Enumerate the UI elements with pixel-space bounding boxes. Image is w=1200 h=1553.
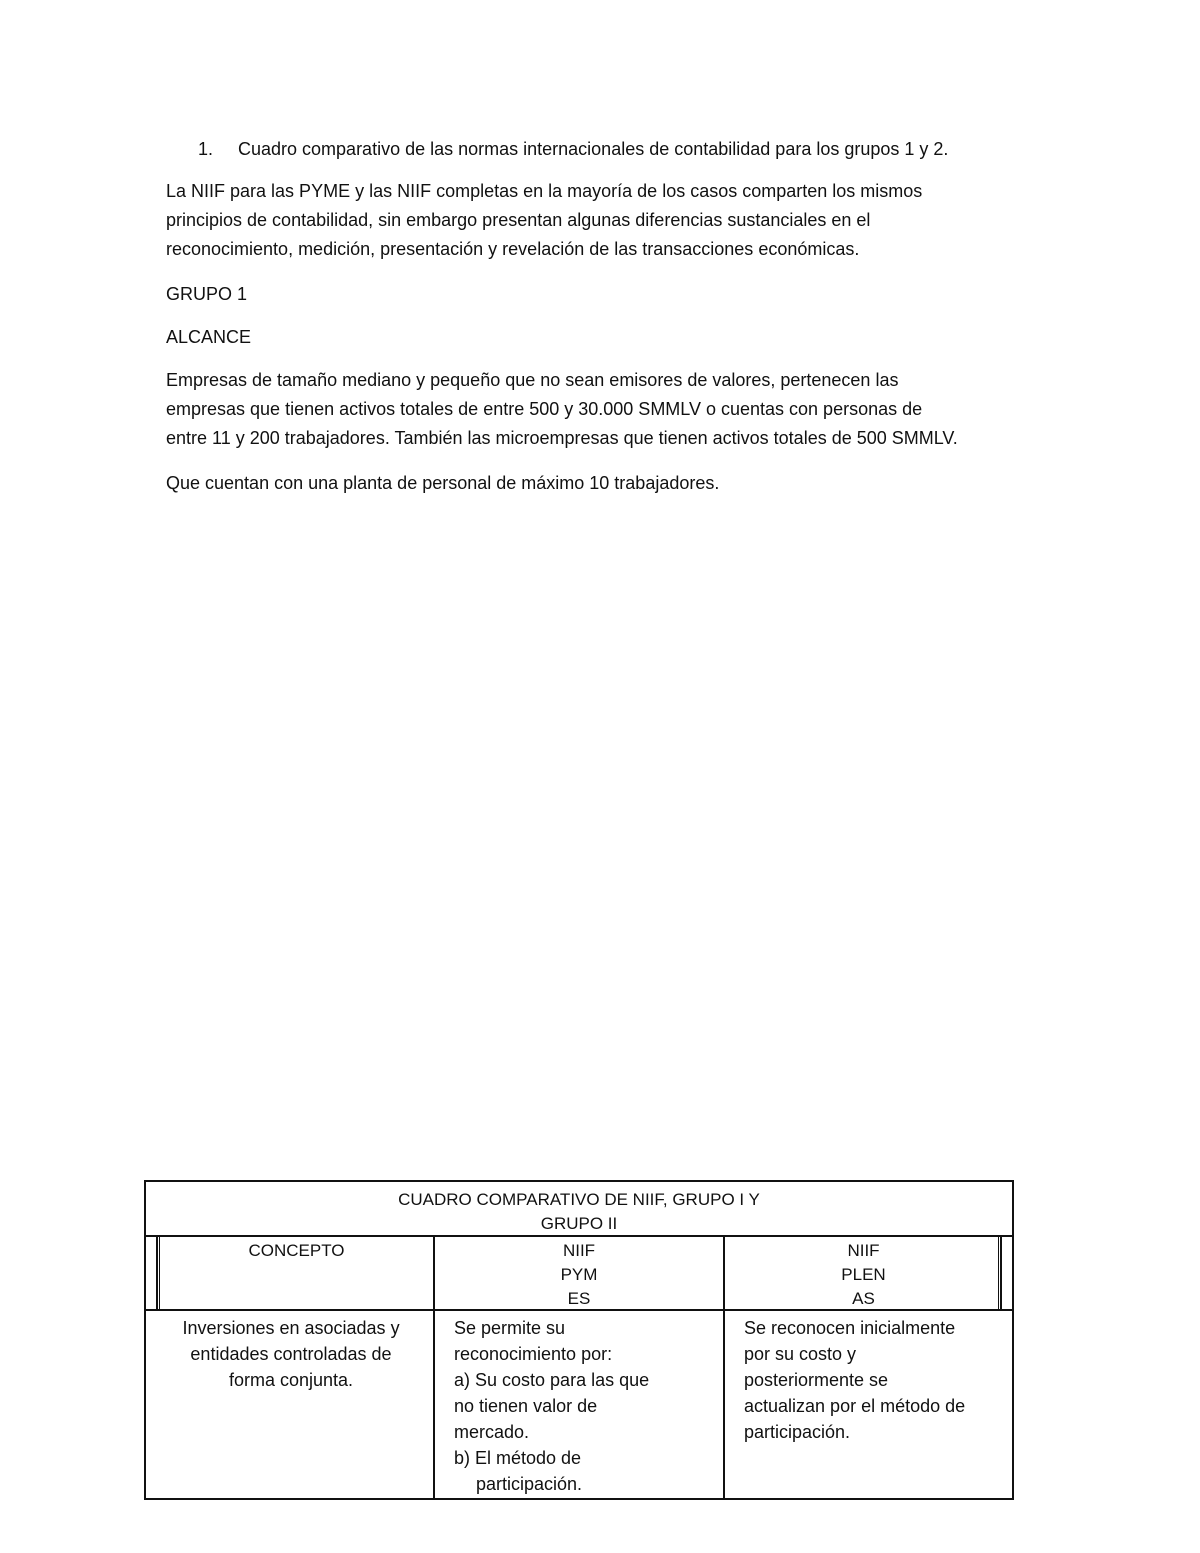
header-text: AS — [852, 1289, 875, 1308]
header-text: CONCEPTO — [248, 1241, 345, 1260]
table-title-line: CUADRO COMPARATIVO DE NIIF, GRUPO I Y — [398, 1190, 760, 1209]
intro-line: principios de contabilidad, sin embargo presentan algunas diferencias sustanciales en el — [166, 210, 871, 230]
empresas-paragraph — [166, 366, 1046, 453]
table-title-line: GRUPO II — [540, 1214, 618, 1233]
cell-concepto — [156, 1315, 426, 1393]
heading-text: Cuadro comparativo de las normas internacionales de contabilidad para los grupos 1 y 2. — [238, 139, 949, 159]
cell-niif-pymes — [454, 1315, 714, 1497]
cell-line: reconocimiento por: — [454, 1344, 613, 1364]
cell-line: posteriormente se — [744, 1370, 889, 1390]
header-text: NIIF — [562, 1241, 596, 1260]
header-text: PLEN — [841, 1265, 886, 1284]
header-niif-pymes — [435, 1239, 723, 1311]
numbered-heading — [198, 137, 948, 161]
cell-line: por su costo y — [744, 1344, 857, 1364]
empresas-line: empresas que tienen activos totales de entre 500 y 30.000 SMMLV o cuentas con personas de — [166, 399, 923, 419]
cell-line: a) Su costo para las que — [454, 1370, 650, 1390]
cell-line: participación. — [476, 1474, 583, 1494]
empresas-line: Empresas de tamaño mediano y pequeño que no sean emisores de valores, pertenecen las — [166, 370, 899, 390]
planta-paragraph: Que cuentan con una planta de personal de máximo 10 trabajadores. — [166, 473, 720, 493]
intro-line: reconocimiento, medición, presentación y revelación de las transacciones económicas. — [166, 239, 860, 259]
header-text: ES — [567, 1289, 591, 1308]
header-text: NIIF — [847, 1241, 880, 1260]
intro-line: La NIIF para las PYME y las NIIF completas en la mayoría de los casos comparten los mismos — [166, 181, 923, 201]
cell-line: Se permite su — [454, 1318, 566, 1338]
grupo-label: GRUPO 1 — [166, 284, 248, 304]
intro-paragraph — [166, 177, 1046, 264]
cell-line: entidades controladas de — [190, 1344, 392, 1364]
cell-line: b) El método de — [454, 1448, 582, 1468]
cell-line: no tienen valor de — [454, 1396, 598, 1416]
header-niif-plenas — [725, 1239, 1002, 1311]
header-text: PYM — [560, 1265, 598, 1284]
cell-line: actualizan por el método de — [744, 1396, 966, 1416]
comparison-table — [144, 1180, 1014, 1500]
cell-niif-plenas — [744, 1315, 1004, 1445]
list-number: 1. — [198, 139, 214, 159]
empresas-line: entre 11 y 200 trabajadores. También las microempresas que tienen activos totales de 500 SMMLV. — [166, 428, 958, 448]
alcance-label: ALCANCE — [166, 327, 252, 347]
cell-line: Se reconocen inicialmente — [744, 1318, 956, 1338]
cell-line: Inversiones en asociadas y — [182, 1318, 400, 1338]
table-title — [146, 1182, 1012, 1237]
header-concepto — [160, 1239, 433, 1263]
cell-line: mercado. — [454, 1422, 530, 1442]
cell-line: participación. — [744, 1422, 851, 1442]
cell-line: forma conjunta. — [228, 1370, 354, 1390]
